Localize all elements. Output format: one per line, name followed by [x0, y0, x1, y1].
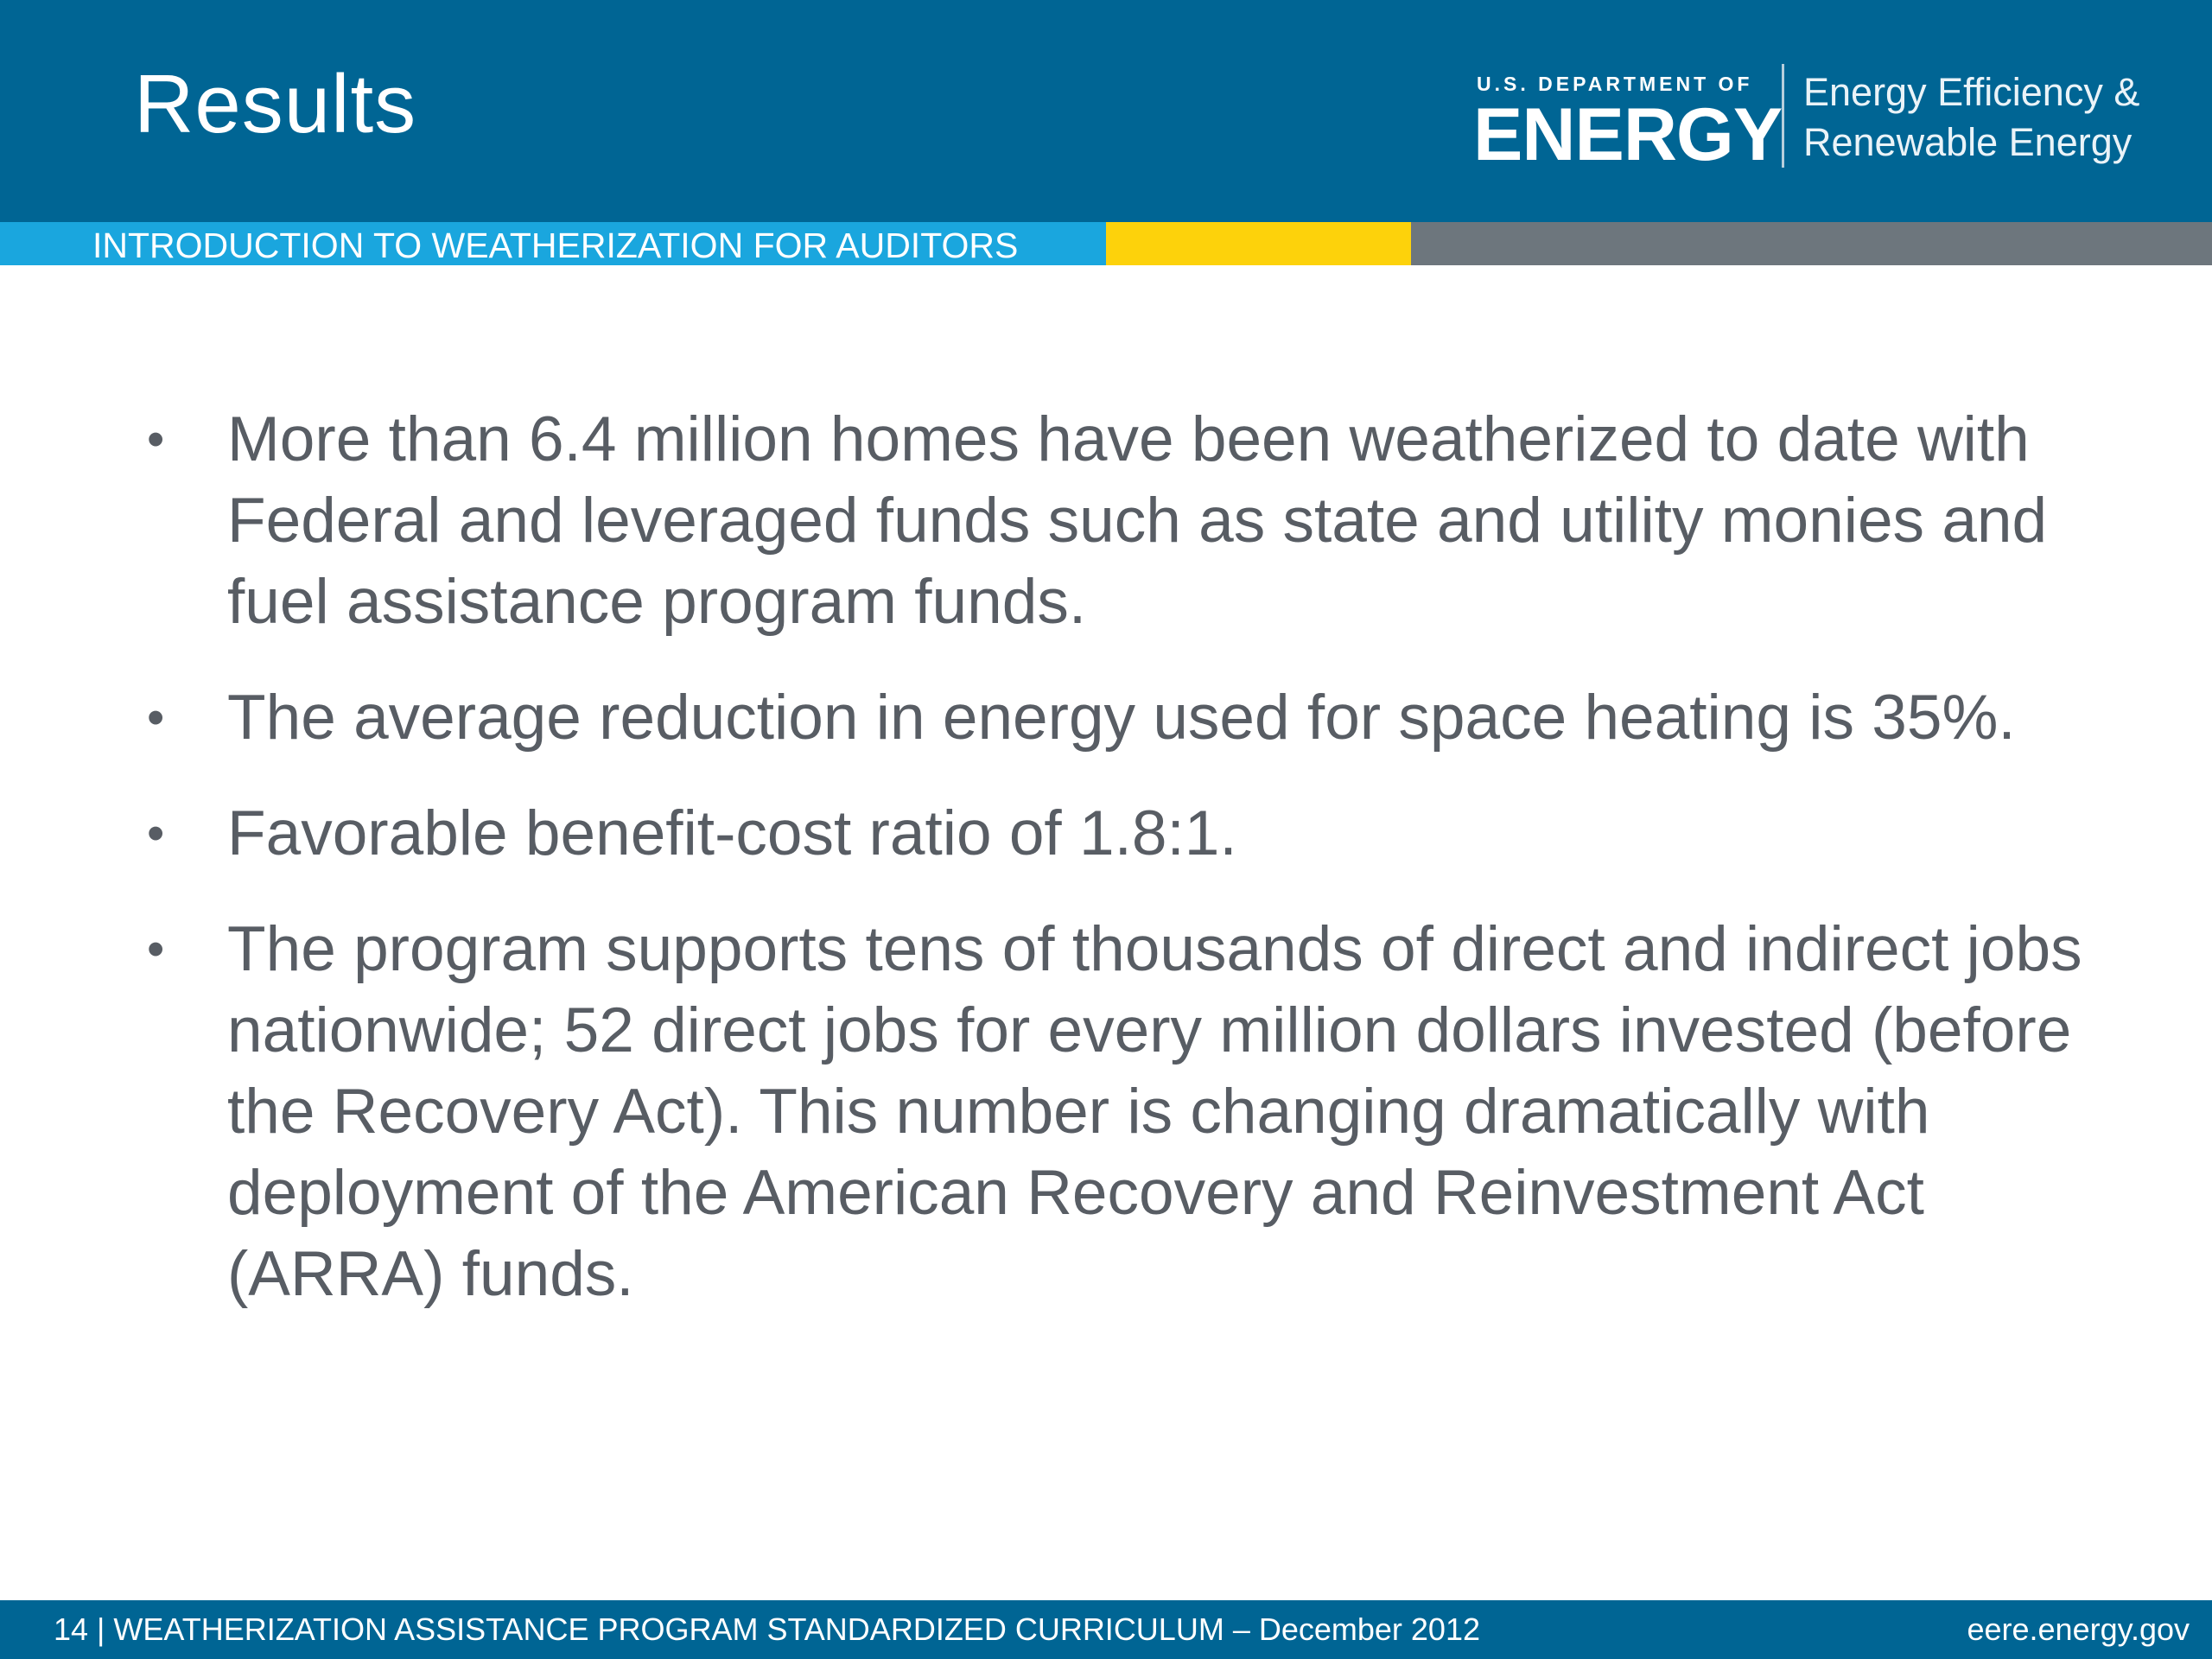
- logo-department-text: U.S. DEPARTMENT OF: [1477, 73, 1753, 95]
- slide-header: [0, 0, 2212, 222]
- slide-title: Results: [134, 58, 417, 150]
- logo-divider: [1782, 64, 1784, 168]
- logo-office-line-1: Energy Efficiency &: [1803, 70, 2140, 114]
- course-title: INTRODUCTION TO WEATHERIZATION FOR AUDITORS: [92, 226, 1019, 265]
- bullet-marker: •: [147, 921, 165, 977]
- bullet-list: [147, 399, 2082, 1350]
- logo-energy-wordmark: ENERGY: [1473, 93, 1783, 176]
- bullet-item: [147, 399, 2082, 643]
- bullet-text: More than 6.4 million homes have been weatherized to date with Federal and leveraged funds such as state and utility monies and fuel assistance program funds.: [227, 404, 2048, 637]
- section-band: [0, 222, 2212, 265]
- footer-slide-info: 14 | WEATHERIZATION ASSISTANCE PROGRAM STANDARDIZED CURRICULUM – December 2012: [54, 1611, 1480, 1647]
- bullet-marker: •: [147, 411, 165, 467]
- logo-office-line-2: Renewable Energy: [1803, 120, 2133, 164]
- bullet-marker: •: [147, 805, 165, 861]
- footer-website: eere.energy.gov: [1967, 1611, 2190, 1647]
- doe-eere-logo: [1473, 60, 2168, 176]
- band-yellow-segment: [1106, 222, 1411, 265]
- slide-footer: [0, 1600, 2212, 1659]
- logo-office-name: [1803, 67, 2139, 168]
- bullet-item: [147, 677, 2082, 759]
- bullet-item: [147, 793, 2082, 874]
- bullet-text: The program supports tens of thousands of direct and indirect jobs nationwide; 52 direct jobs for every million dollars invested (before the Recovery Act). This number is changing dramatically with deployment of the American Recovery and Reinvestment Act (ARRA) funds.: [227, 914, 2082, 1309]
- bullet-text: The average reduction in energy used for space heating is 35%.: [227, 683, 2016, 753]
- bullet-item: [147, 909, 2082, 1315]
- bullet-text: Favorable benefit-cost ratio of 1.8:1.: [227, 798, 1237, 868]
- bullet-marker: •: [147, 690, 165, 746]
- band-gray-segment: [1411, 222, 2212, 265]
